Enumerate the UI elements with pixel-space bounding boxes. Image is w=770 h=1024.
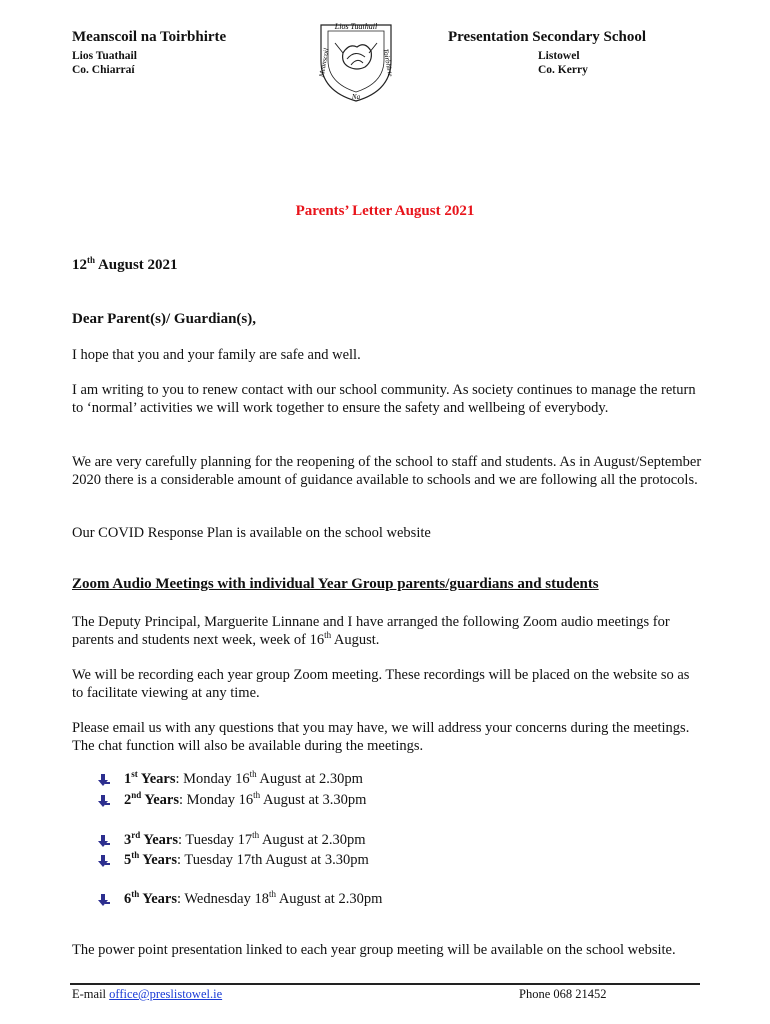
meeting-item: 5th Years: Tuesday 17th August at 3.30pm (96, 852, 369, 869)
meeting-item: 6th Years: Wednesday 18th August at 2.30pm (96, 891, 382, 908)
paragraph-powerpoint: The power point presentation linked to each year group meeting will be available on the school website. (72, 942, 676, 958)
section-heading-zoom: Zoom Audio Meetings with individual Year Group parents/guardians and students (72, 576, 599, 592)
address-line-english-2: Co. Kerry (538, 64, 588, 76)
greeting: Dear Parent(s)/ Guardian(s), (72, 311, 257, 327)
arrow-bullet-icon (96, 794, 110, 808)
paragraph-questions: Please email us with any questions that you may have, we will address your concerns during the meetings. The chat function will also be available during the meetings. (72, 720, 690, 754)
letter-title: Parents’ Letter August 2021 (295, 203, 475, 219)
paragraph-reopening: We are very carefully planning for the reopening of the school to staff and students. As in August/September 2020 there is a considerable amount of guidance available to schools and we are following all the protocols. (72, 454, 702, 488)
meeting-item: 2nd Years: Monday 16th August at 3.30pm (96, 792, 366, 809)
paragraph-renew-contact: I am writing to you to renew contact with our school community. As society continues to manage the return to ‘normal’ activities we will work together to ensure the safety and wellbeing of everybody. (72, 382, 696, 416)
email-link[interactable]: office@preslistowel.ie (109, 987, 223, 1001)
svg-text:Toirbhirte: Toirbhirte (381, 48, 395, 78)
footer-email: E-mail office@preslistowel.ie (72, 987, 223, 1001)
arrow-bullet-icon (96, 773, 110, 787)
arrow-bullet-icon (96, 834, 110, 848)
school-name-irish: Meanscoil na Toirbhirte (72, 29, 227, 45)
school-name-english: Presentation Secondary School (448, 29, 647, 45)
paragraph-zoom-arranged: The Deputy Principal, Marguerite Linnane and I have arranged the following Zoom audio meetings for parents and students next week, week of 16th August. (72, 614, 670, 648)
paragraph-covid-plan: Our COVID Response Plan is available on the school website (72, 525, 431, 541)
school-crest-icon (313, 13, 399, 103)
footer-phone: Phone 068 21452 (519, 987, 607, 1001)
paragraph-recording: We will be recording each year group Zoom meeting. These recordings will be placed on the website so as to facilitate viewing at any time. (72, 667, 690, 701)
letter-date: 12th August 2021 (72, 255, 178, 273)
paragraph-wellbeing: I hope that you and your family are safe and well. (72, 347, 361, 363)
meeting-item: 3rd Years: Tuesday 17th August at 2.30pm (96, 832, 365, 849)
svg-text:Meanscoil: Meanscoil (317, 47, 331, 78)
address-line-english-1: Listowel (538, 50, 580, 62)
meeting-item: 1st Years: Monday 16th August at 2.30pm (96, 771, 363, 788)
arrow-bullet-icon (96, 893, 110, 907)
address-line-irish-1: Lios Tuathail (72, 50, 137, 62)
address-line-irish-2: Co. Chiarraí (72, 64, 135, 76)
svg-text:Lios Tuathail: Lios Tuathail (334, 22, 378, 31)
footer-divider (70, 983, 700, 985)
svg-text:Na: Na (351, 93, 361, 101)
arrow-bullet-icon (96, 854, 110, 868)
